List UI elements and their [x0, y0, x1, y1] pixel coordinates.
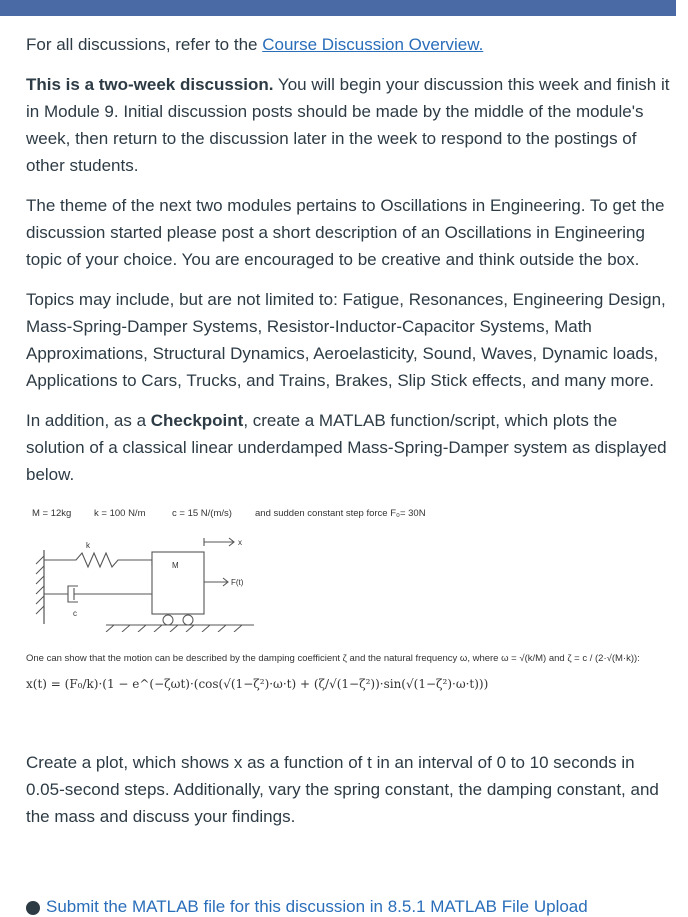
- param-damper: c = 15 N/(m/s): [172, 508, 232, 519]
- intro-lead: For all discussions, refer to the: [26, 35, 258, 54]
- diagram-svg: [26, 532, 266, 632]
- checkpoint-post: , create a MATLAB function/script, which plots the solution of a classical linear underdamped Mass-Spring-Damper system as displayed below.: [26, 411, 667, 484]
- displacement-equation: x(t) = (F₀/k)·(1 − e^(−ζωt)·(cos(√(1−ζ²)·ω·t) + (ζ/√(1−ζ²))·sin(√(1−ζ²)·ω·t))): [26, 677, 489, 691]
- wheel-right: [183, 615, 193, 625]
- course-discussion-overview-link[interactable]: Course Discussion Overview.: [262, 35, 484, 54]
- displacement-label: x: [238, 538, 242, 547]
- spring-label: k: [86, 541, 90, 550]
- param-spring: k = 100 N/m: [94, 508, 146, 519]
- system-parameters: [26, 508, 676, 522]
- discussion-content: [26, 31, 676, 830]
- wall-hatch: [36, 556, 44, 614]
- motion-description: One can show that the motion can be described by the damping coefficient ζ and the natural frequency ω, where ω = √(k/M) and ζ = c / (2·√(M·k)):: [26, 653, 640, 664]
- param-mass: M = 12kg: [32, 508, 72, 519]
- two-week-text: You will begin your discussion this week and finish it in Module 9. Initial discussion posts should be made by the middle of the module's week, then return to the discussion later in the week to respond to the postings of other students.: [26, 75, 670, 175]
- top-banner: [0, 0, 676, 16]
- theme-paragraph: The theme of the next two modules pertains to Oscillations in Engineering. To get the discussion started please post a short description of an Oscillations in Engineering topic of your choice. You are encouraged to be creative and think outside the box.: [26, 196, 665, 269]
- damper-label: c: [73, 609, 77, 618]
- wheel-left: [163, 615, 173, 625]
- submit-note[interactable]: [26, 897, 588, 917]
- submit-text[interactable]: Submit the MATLAB file for this discussion in 8.5.1 MATLAB File Upload: [46, 897, 588, 916]
- checkpoint-paragraph: [26, 407, 676, 488]
- plot-instructions-paragraph: Create a plot, which shows x as a function of t in an interval of 0 to 10 seconds in 0.05-second steps. Additionally, vary the spring constant, the damping constant, and the mass and discuss your findings.: [26, 753, 659, 826]
- ground-hatch: [106, 625, 242, 632]
- intro-paragraph: [26, 31, 676, 58]
- two-week-paragraph: [26, 71, 676, 179]
- topics-paragraph: Topics may include, but are not limited to: Fatigue, Resonances, Engineering Design, Mass-Spring-Damper Systems, Resistor-Inductor-Capacitor Systems, Math Approximations, Structural Dynamics, Aeroelasticity, Sound, Waves, Dynamic loads, Applications to Cars, Trucks, and Trains, Brakes, Slip Stick effects, and many more.: [26, 290, 666, 390]
- mass-spring-damper-diagram: [26, 532, 266, 632]
- param-force: and sudden constant step force F₀= 30N: [255, 508, 426, 519]
- checkpoint-bold: Checkpoint: [150, 411, 244, 430]
- spring: [44, 553, 152, 567]
- force-label: F(t): [231, 578, 244, 587]
- two-week-bold: This is a two-week discussion.: [26, 75, 274, 94]
- checkpoint-pre: In addition, as a: [26, 411, 151, 430]
- info-icon: [26, 901, 40, 915]
- mass-label: M: [172, 561, 179, 570]
